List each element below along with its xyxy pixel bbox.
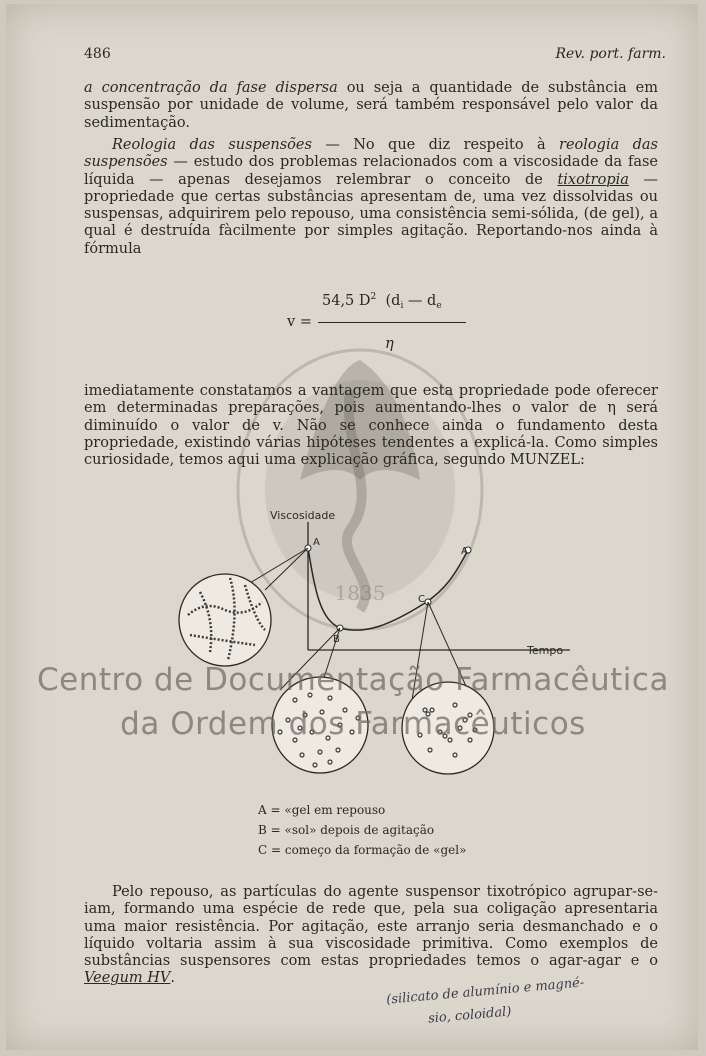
para1-italic: a concentração da fase dispersa — [84, 80, 338, 96]
section-heading: Reologia das suspensões — [112, 137, 312, 153]
handwritten-note-line-1: (silicato de alumínio e magné- — [385, 975, 585, 1008]
legend-a: A = «gel em repouso — [258, 803, 386, 817]
page-number: 486 — [84, 46, 111, 62]
paragraph-2 — [84, 137, 658, 258]
handwritten-note-line-2: sio, coloidal) — [427, 1004, 512, 1027]
para2-text-3: — propriedade que certas substâncias apresentam de, uma vez dissolvidas ou suspensas, adquirirem pelo repouso, uma consistência semi-sólida, (de gel), a qual é destruída fàcilmente por simples agitação. Reportando-nos ainda à fórmula — [84, 171, 658, 257]
para2-text-1: — No que diz respeito à — [311, 137, 560, 153]
formula-numerator: 54,5 $D^2$ ($d_i$ — $d_e$ — [322, 292, 442, 311]
x-axis-label: Tempo — [527, 644, 564, 657]
seal-year: 1835 — [334, 581, 386, 605]
formula-v: v = — [287, 314, 312, 330]
figure-legend — [258, 800, 466, 860]
para4-italic-veegum: Veegum HV — [84, 970, 171, 987]
formula-denominator: η — [385, 336, 394, 352]
watermark-line-1: Centro de Documentação Farmacêutica — [37, 662, 669, 698]
paragraph-1 — [84, 80, 658, 132]
paragraph-4 — [84, 884, 658, 988]
para2-italic-1: reologia das suspensões — [84, 137, 658, 171]
para3-text: imediatamente constatamos a vantagem que esta propriedade pode oferecer em determinadas preparações, pois aumentando-lhes o valor de η será diminuído o valor de v. Não se conhece ainda o fundamento desta propriedade, existindo várias hipóteses tendentes a explicá-la. Como simples curiosidade, temos aqui uma explicação gráfica, segundo MUNZEL: — [84, 383, 658, 469]
viscosity-curve — [308, 548, 468, 630]
para2-italic-tixotropia: tixotropia — [557, 171, 629, 188]
label-c: C — [418, 594, 425, 605]
paragraph-3 — [84, 383, 658, 469]
thixotropy-figure — [170, 500, 590, 790]
label-a2: A — [461, 546, 468, 557]
para4-text-2: . — [170, 970, 176, 987]
para2-text-2: — estudo dos problemas relacionados com a viscosidade da fase líquida — apenas desejamos relembrar o conceito de — [84, 154, 658, 188]
y-axis-label: Viscosidade — [270, 509, 336, 522]
legend-b: B = «sol» depois de agitação — [258, 823, 435, 837]
label-b: B — [333, 634, 340, 645]
legend-c: C = começo da formação de «gel» — [258, 843, 467, 857]
para1-text: ou seja a quantidade de substância em suspensão por unidade de volume, será também responsável pelo valor da sedimentação. — [84, 80, 658, 131]
para4-text-1: Pelo repouso, as partículas do agente suspensor tixotrópico agrupar-se-iam, formando uma espécie de rede que, pela sua coligação apresentaria uma maior resistência. Por agitação, este arranjo seria desmanchado e o líquido voltaria assim à sua viscosidade primitiva. Como exemplos de substâncias suspensores com estas propriedades temos o agar-agar e o — [84, 884, 658, 970]
journal-title: Rev. port. farm. — [555, 46, 666, 62]
formula-fraction-bar — [318, 322, 466, 323]
label-a1: A — [313, 537, 320, 548]
gel-network-circle — [179, 574, 271, 666]
watermark-line-2: da Ordem dos Farmacêuticos — [120, 706, 586, 742]
